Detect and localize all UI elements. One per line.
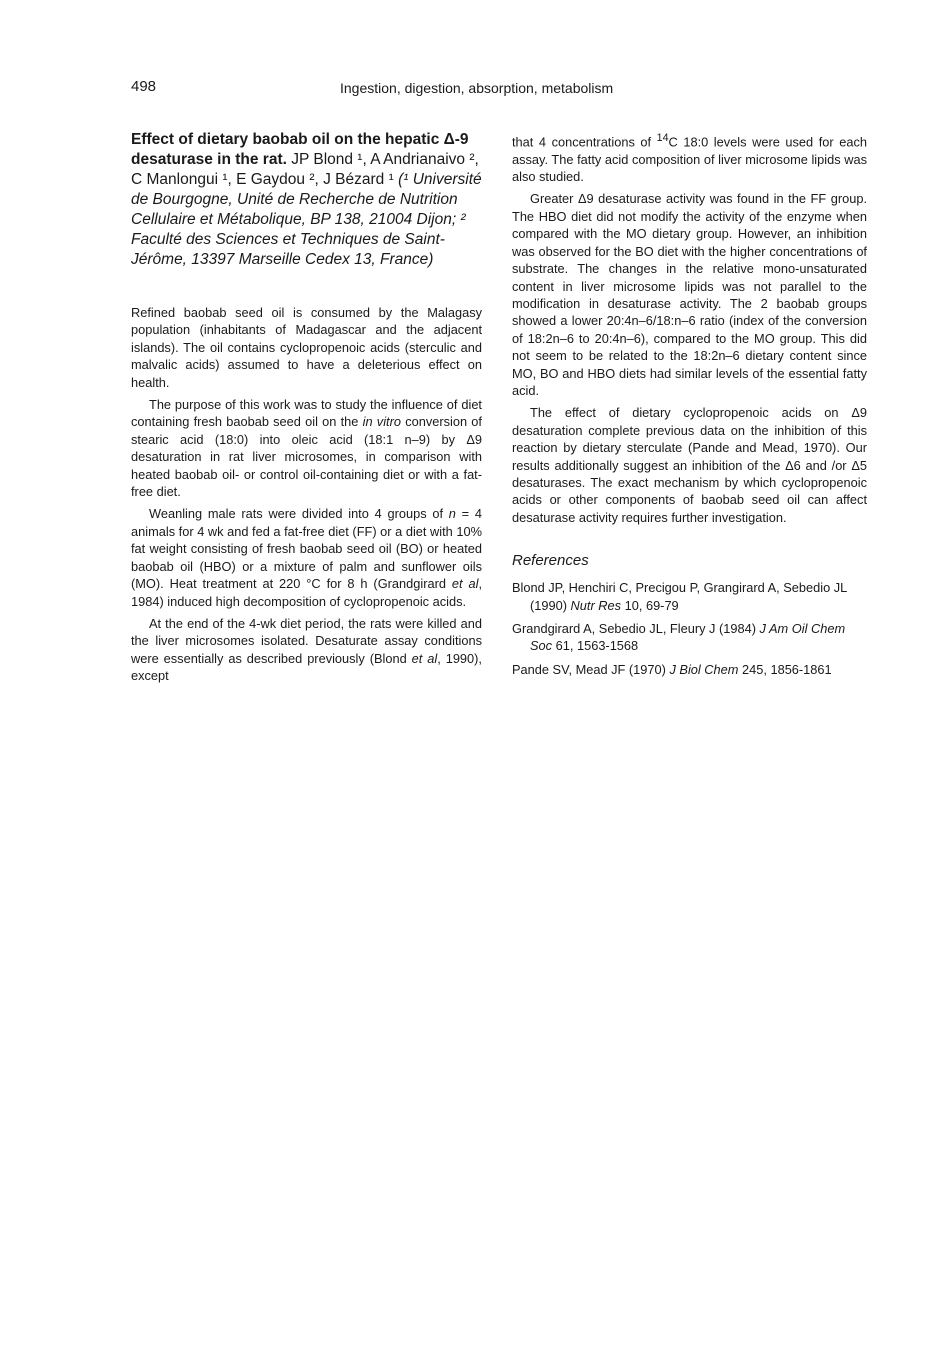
paragraph-5 xyxy=(512,130,867,185)
p5-text-b: C 18:0 levels were used for each assay. The fatty acid composition of liver microsome lipids was also studied. xyxy=(512,134,867,185)
left-column xyxy=(131,130,482,690)
page-number: 498 xyxy=(131,78,157,95)
paragraph-7: The effect of dietary cyclopropenoic acids on Δ9 desaturation complete previous data on the inhibition of this reaction by dietary sterculate (Pande and Mead, 1970). Our results additionally suggest an inhibition of the Δ6 and /or Δ5 desaturases. The exact mechanism by which cyclopropenoic acids or other components of baobab seed oil can affect desaturase activity requires further investigation. xyxy=(512,405,867,525)
p3-n: n xyxy=(448,506,456,522)
p5-text-a: that 4 concentrations of xyxy=(512,134,657,150)
abstract-right xyxy=(512,130,867,526)
right-column xyxy=(512,130,867,684)
p3-et-al: et al xyxy=(451,576,479,592)
abstract-left xyxy=(131,304,482,685)
reference-volume-pages: 61, 1563-1568 xyxy=(552,638,639,654)
paragraph-4 xyxy=(131,615,482,685)
reference-journal: J Am Oil Chem Soc xyxy=(530,621,846,654)
paragraph-3 xyxy=(131,505,482,609)
reference-authors: Grandgirard A, Sebedio JL, Fleury J (1984) xyxy=(512,621,760,637)
p4-text-a: At the end of the 4-wk diet period, the rats were killed and the liver microsomes isolated. Desaturate assay conditions were essentially as described previously (Blond xyxy=(131,615,482,666)
paragraph-1: Refined baobab seed oil is consumed by the Malagasy population (inhabitants of Madagascar and the adjacent islands). The oil contains cyclopropenoic acids (sterculic and malvalic acids) assumed to have a deleterious effect on health. xyxy=(131,305,482,390)
reference-item xyxy=(512,579,867,614)
p2-in-vitro: in vitro xyxy=(362,414,401,430)
p3-text-a: Weanling male rats were divided into 4 groups of xyxy=(149,506,449,522)
reference-authors: Blond JP, Henchiri C, Precigou P, Grangirard A, Sebedio JL (1990) xyxy=(512,580,847,613)
p3-text-b: = 4 animals for 4 wk and fed a fat-free diet (FF) or a diet with 10% fat weight consisting of fresh baobab seed oil (BO) or heated baobab oil (HBO) or a mixture of palm and sunflower oils (MO). Heat treatment at 220 °C for 8 h (Grandgirard xyxy=(131,506,482,592)
running-head: Ingestion, digestion, absorption, metabolism xyxy=(340,80,614,96)
reference-item xyxy=(512,661,867,678)
article-header xyxy=(131,130,482,270)
reference-volume-pages: 245, 1856-1861 xyxy=(738,661,832,677)
reference-journal: Nutr Res xyxy=(570,597,622,613)
p2-text-a: The purpose of this work was to study the influence of diet containing fresh baobab seed oil on the xyxy=(131,397,482,430)
p4-et-al: et al xyxy=(411,650,438,666)
p3-text-c: , 1984) induced high decomposition of cyclopropenoic acids. xyxy=(131,576,482,609)
reference-item xyxy=(512,620,867,655)
p4-text-b: , 1990), except xyxy=(131,650,482,684)
reference-journal: J Biol Chem xyxy=(669,661,739,677)
paragraph-6: Greater Δ9 desaturase activity was found in the FF group. The HBO diet did not modify the activity of the enzyme when compared with the MO dietary group. However, an inhibition was observed for the BO diet with the higher concentrations of substrate. The changes in the relative mono-unsaturated content in liver microsome lipids was not parallel to the modification in desaturase activity. The 2 baobab groups showed a lower 20:4n–6/18:n–6 ratio (index of the conversion of 18:2n–6 to 20:4n–6), compared to the MO group. This did not seem to be related to the 18:2n–6 dietary content since MO, BO and HBO diets had similar levels of the essential fatty acid. xyxy=(512,191,867,398)
p5-superscript: 14 xyxy=(656,132,669,144)
references-heading: References xyxy=(512,552,589,570)
article-authors: JP Blond ¹, A Andrianaivo ², C Manlongui ¹, E Gaydou ², J Bézard ¹ xyxy=(131,151,479,188)
p2-text-b: conversion of stearic acid (18:0) into oleic acid (18:1 n–9) by Δ9 desaturation in rat liver microsomes, in comparison with heated baobab oil- or control oil-containing diet or with a fat-free diet. xyxy=(131,414,482,500)
article-affiliations: (¹ Université de Bourgogne, Unité de Recherche de Nutrition Cellulaire et Métabolique, BP 138, 21004 Dijon; ² Faculté des Sciences et Techniques de Saint-Jérôme, 13397 Marseille Cedex 13, France) xyxy=(131,171,482,268)
paragraph-2 xyxy=(131,396,482,500)
reference-volume-pages: 10, 69-79 xyxy=(621,597,679,613)
reference-authors: Pande SV, Mead JF (1970) xyxy=(512,661,670,677)
article-title: Effect of dietary baobab oil on the hepatic Δ-9 desaturase in the rat. xyxy=(131,131,469,168)
